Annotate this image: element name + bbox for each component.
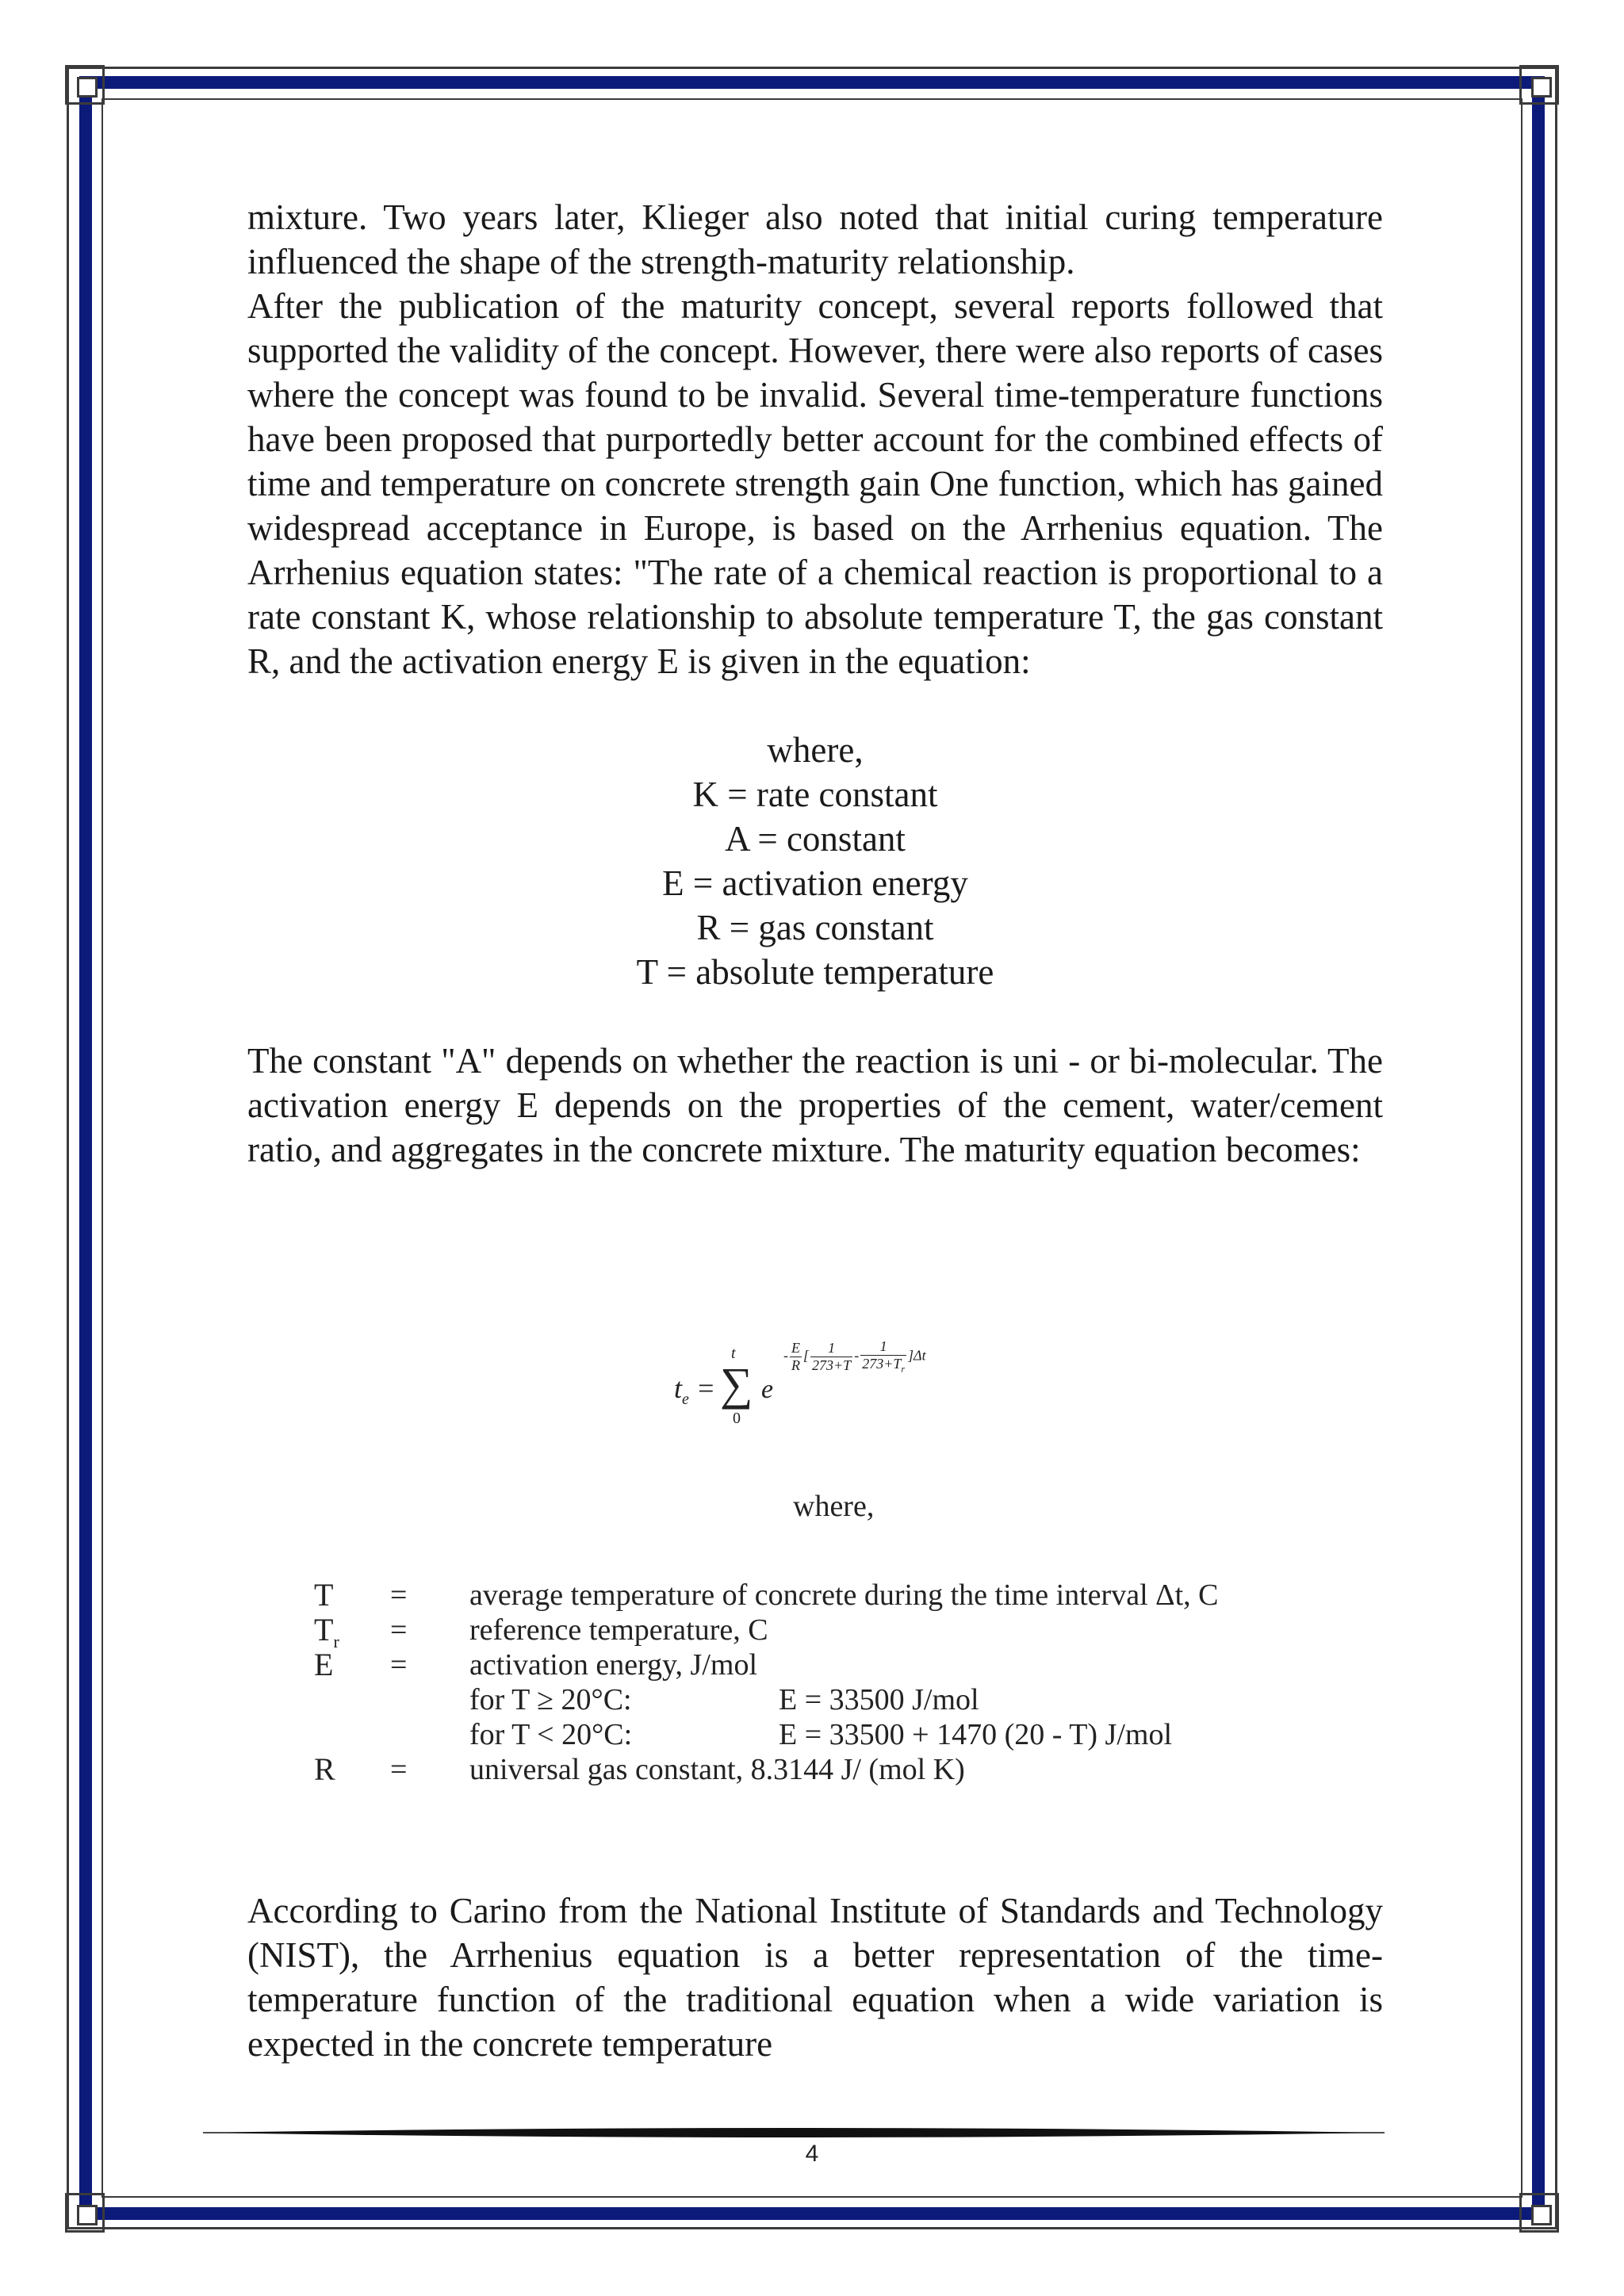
paragraph-carino-nist: According to Carino from the National Institute of Standards and Technology (NIST), the Arrhenius equation is a better representation of the time-temperature function of the traditional equation when a wide variation is expected in the concrete temperature [247, 1891, 1383, 2064]
page-content-bottom [247, 1888, 1383, 2066]
equation-lhs: $t_e$ = [674, 1372, 716, 1409]
definition-item: T = absolute temperature [636, 952, 994, 992]
maturity-equation-figure: $t_e$ = ∑ t 0 e - $\frac{E}{R}$ [ $\frac{1}{273+T}$ - $\frac{1}{273+T_r}$ ]Δt where, T = average temperature of concrete during the time interval Δt, C $T_r$ = reference temperature, C E = activation energy, J/mol for T ≥ 20°C: E = 33500 J/mol for T < 20°C: E = 33500 + 1470 (20 - T) J/mol R = universal gas constant, 8.3144 J/ (mol K) [309, 1316, 1364, 1823]
footer-divider [203, 2125, 1385, 2141]
paragraph-klieger: mixture. Two years later, Klieger also noted that initial curing temperature influenced the shape of the strength-maturity relationship. [247, 197, 1383, 281]
corner-ornament-bottom-right [1519, 2193, 1559, 2233]
definitions-where: where, [767, 730, 864, 770]
page-number: 4 [805, 2141, 819, 2167]
paragraph-constant-a: The constant "A" depends on whether the reaction is uni - or bi-molecular. The activation energy E depends on the properties of the cement, water/cement ratio, and aggregates in the concrete mixture. The maturity equation becomes: [247, 1041, 1383, 1169]
formula-where: where, [793, 1490, 875, 1523]
summation-symbol: ∑ [720, 1358, 753, 1410]
summation-upper: t [731, 1345, 736, 1362]
corner-ornament-bottom-left [65, 2193, 105, 2233]
corner-ornament-top-left [65, 65, 105, 105]
definition-item: K = rate constant [692, 775, 938, 814]
maturity-equation [674, 1327, 1007, 1430]
definition-item: R = gas constant [696, 908, 934, 947]
exponential-base: e [761, 1375, 774, 1404]
summation-lower: 0 [733, 1410, 741, 1427]
paragraph-arrhenius-intro: After the publication of the maturity concept, several reports followed that supported the validity of the concept. However, there were also reports of cases where the concept was found to be invalid. Several time-temperature functions have been proposed that purportedly better account for the combined effects of time and temperature on concrete strength gain One function, which has gained widespread acceptance in Europe, is based on the Arrhenius equation. The Arrhenius equation states: "The rate of a chemical reaction is proportional to a rate constant K, whose relationship to absolute temperature T, the gas constant R, and the activation energy E is given in the equation: [247, 286, 1383, 681]
definition-item: A = constant [725, 819, 906, 859]
page-content [247, 195, 1383, 1172]
arrhenius-definitions [247, 728, 1383, 994]
corner-ornament-top-right [1519, 65, 1559, 105]
definition-item: E = activation energy [662, 863, 968, 903]
exponent: - $\frac{E}{R}$ [ $\frac{1}{273+T}$ - $\frac{1}{273+T_r}$ ]Δt [783, 1338, 926, 1375]
